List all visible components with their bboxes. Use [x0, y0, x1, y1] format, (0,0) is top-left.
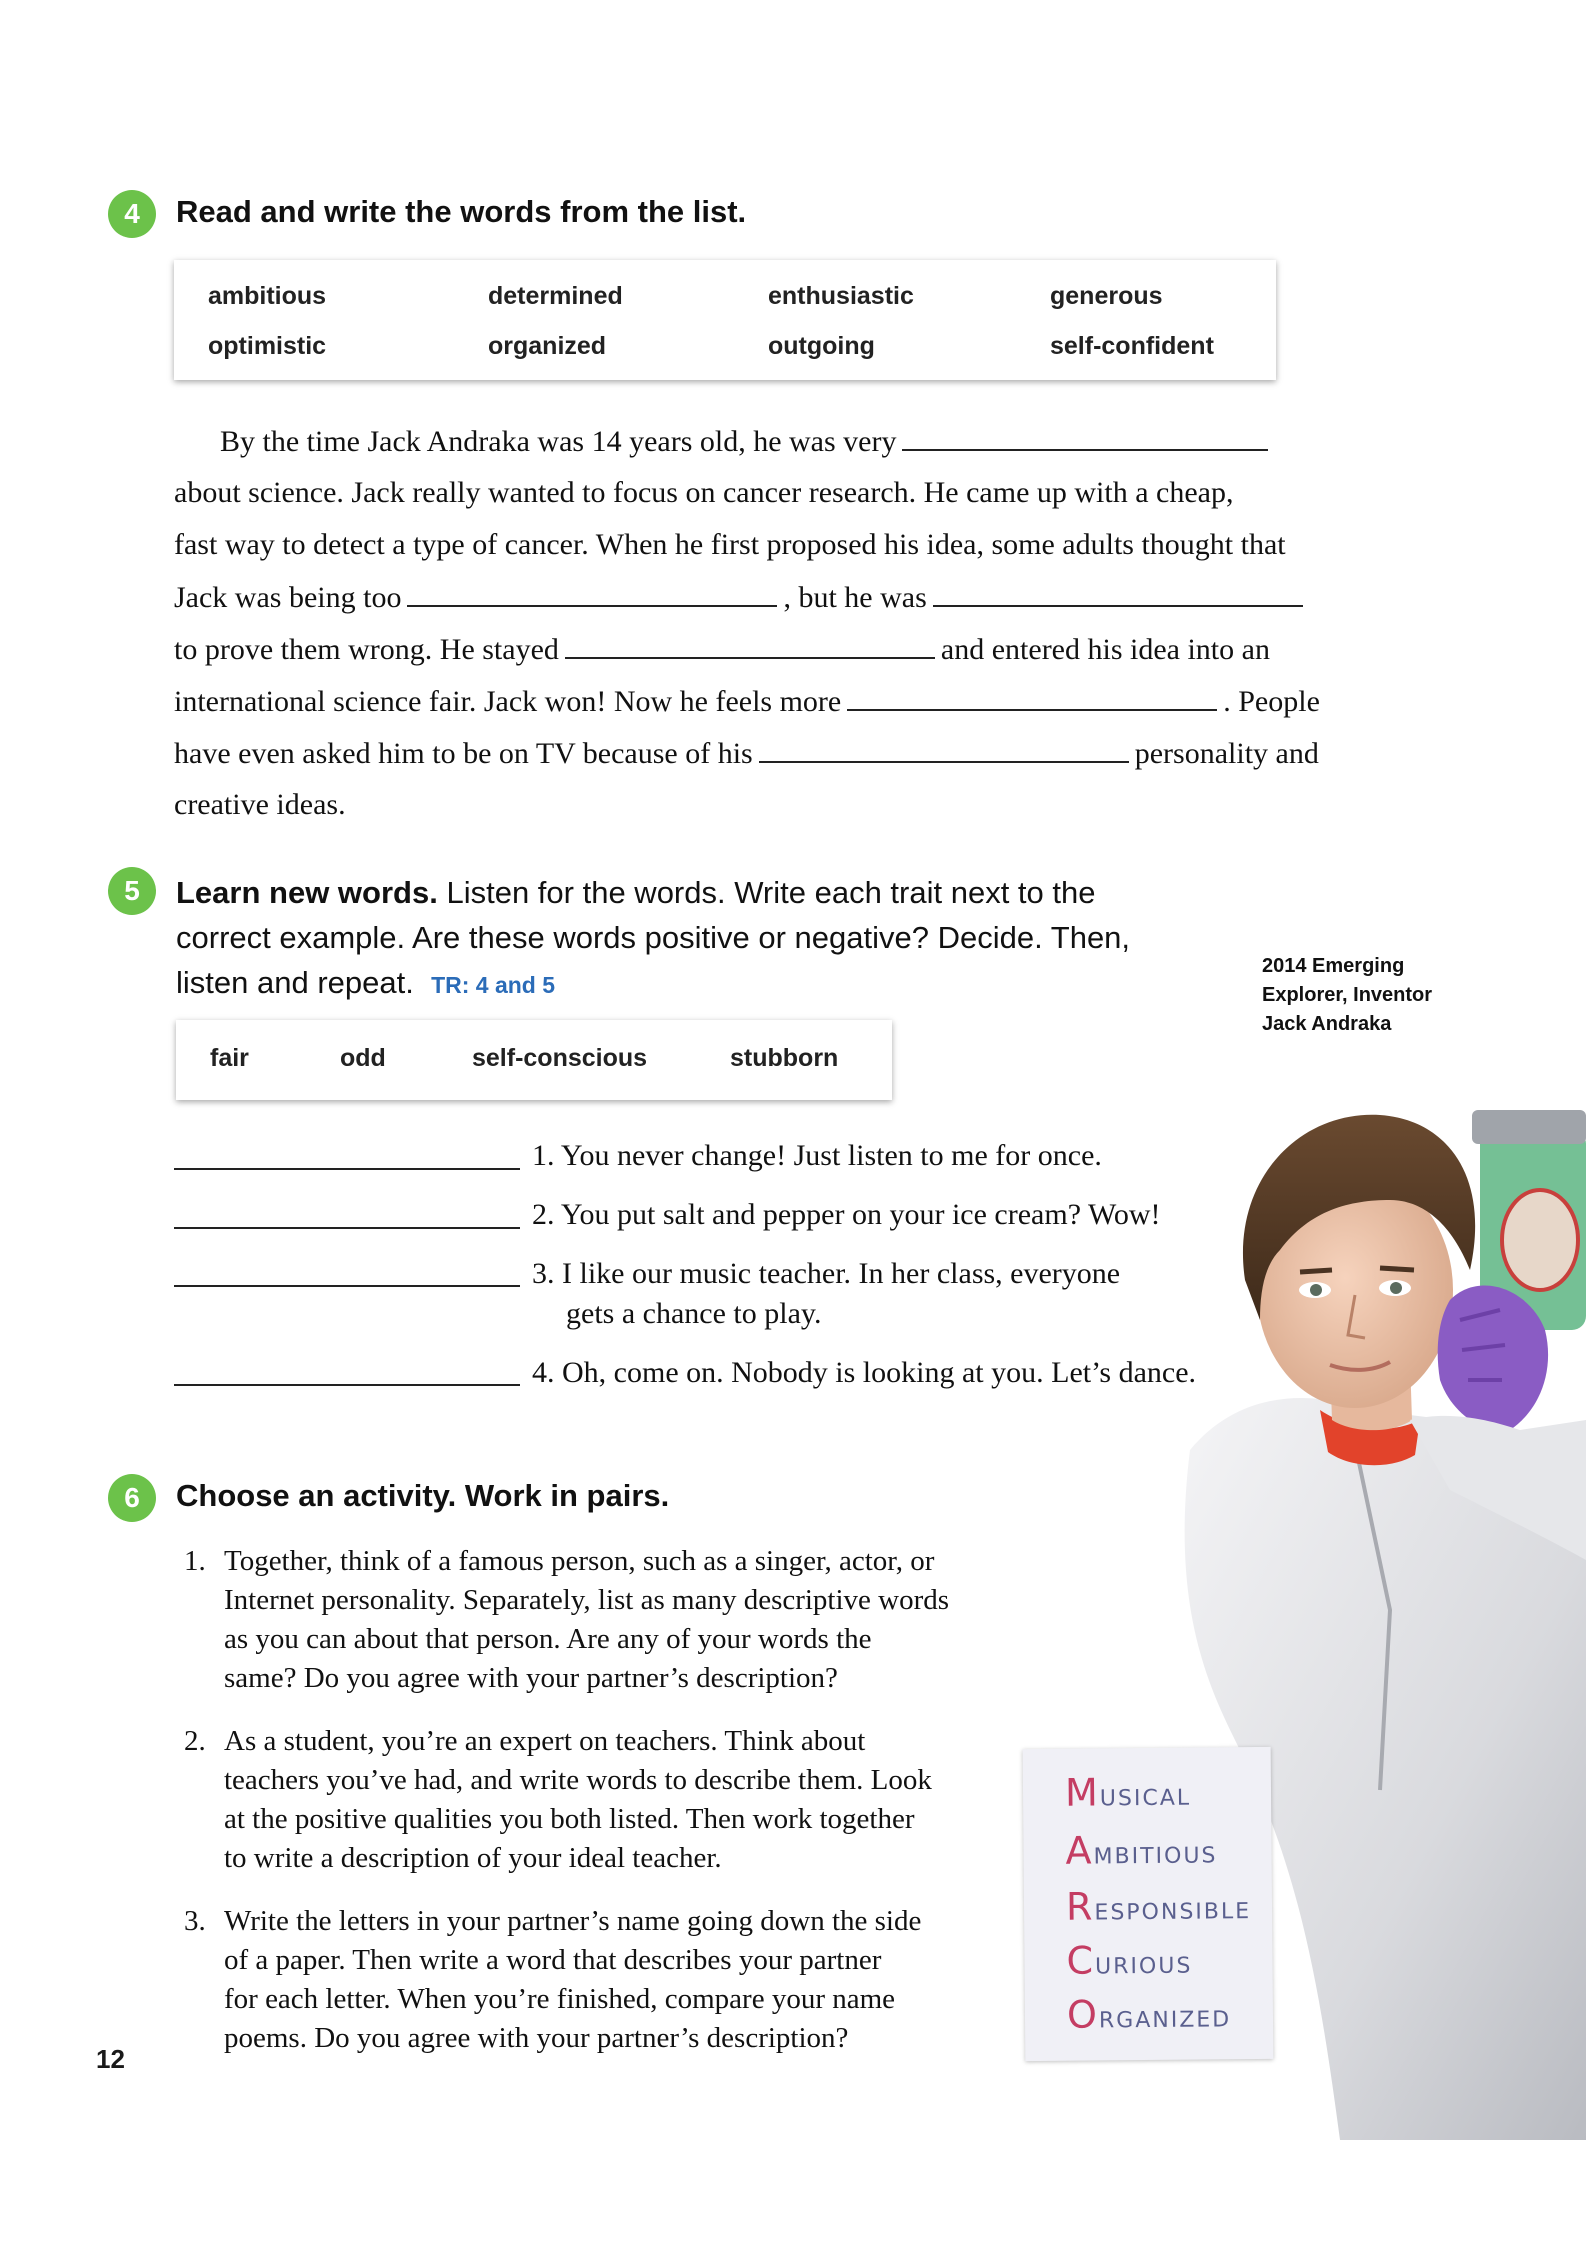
example-4: 4. Oh, come on. Nobody is looking at you. Let’s dance. — [532, 1356, 1197, 1389]
blank-3[interactable] — [933, 571, 1303, 607]
para-line-8: creative ideas. — [174, 788, 346, 821]
para-line-5b: and entered his idea into an — [940, 633, 1270, 666]
blank-6[interactable] — [759, 727, 1129, 763]
example-2: 2. You put salt and pepper on your ice cream? Wow! — [532, 1198, 1161, 1231]
section-5-badge: 5 — [108, 867, 156, 915]
poem-line-organized: ORGANIZED — [1066, 1992, 1232, 2037]
word-stubborn: stubborn — [730, 1044, 839, 1072]
word-self-confident: self-confident — [1050, 332, 1214, 360]
para-line-7b: personality and — [1134, 737, 1319, 770]
poem-line-musical: MUSICAL — [1064, 1770, 1192, 1815]
answer-line-2[interactable] — [174, 1227, 520, 1229]
para-line-5a: to prove them wrong. He stayed — [174, 633, 559, 666]
track-label[interactable]: TR: 4 and 5 — [431, 972, 556, 998]
para-line-2: about science. Jack really wanted to focus on cancer research. He came up with a cheap, — [174, 476, 1234, 509]
section-5-word-box — [176, 1020, 892, 1100]
word-ambitious: ambitious — [208, 282, 327, 310]
section-4-heading: Read and write the words from the list. — [176, 194, 747, 229]
blank-4[interactable] — [565, 623, 935, 659]
para-line-1: By the time Jack Andraka was 14 years old, he was very — [220, 425, 897, 458]
answer-line-3[interactable] — [174, 1285, 520, 1287]
name-poem-card — [1023, 1747, 1274, 2061]
word-self-conscious: self-conscious — [472, 1044, 648, 1072]
para-line-4a: Jack was being too — [174, 581, 402, 614]
para-line-3: fast way to detect a type of cancer. When he first proposed his idea, some adults thought that — [174, 528, 1286, 561]
answer-line-4[interactable] — [174, 1384, 520, 1386]
example-3: 3. I like our music teacher. In her class, everyone gets a chance to play. — [532, 1257, 1121, 1330]
answer-line-1[interactable] — [174, 1168, 520, 1170]
example-1: 1. You never change! Just listen to me for once. — [532, 1139, 1102, 1172]
section-4-word-box — [174, 260, 1276, 380]
activity-3: 3. Write the letters in your partner’s name going down the side of a paper. Then write a word that describes your partner for each letter. When you’re finished, compare your name poems. Do you agree with your partner’s description? — [184, 1905, 922, 2054]
word-fair: fair — [210, 1044, 249, 1072]
word-organized: organized — [488, 332, 607, 360]
word-optimistic: optimistic — [208, 332, 327, 360]
section-5-heading: Learn new words. Listen for the words. Write each trait next to the correct example. Are these words positive or negative? Decide. Then, listen and repeat. TR: 4 and 5 — [176, 875, 1131, 1000]
word-enthusiastic: enthusiastic — [768, 282, 914, 310]
blank-5[interactable] — [847, 675, 1217, 711]
section-4-badge: 4 — [108, 190, 156, 238]
section-4-paragraph — [174, 415, 1434, 835]
poem-line-responsible: RESPONSIBLE — [1065, 1884, 1252, 1929]
word-odd: odd — [340, 1044, 386, 1072]
blank-1[interactable] — [902, 415, 1268, 451]
activity-2: 2. As a student, you’re an expert on teachers. Think about teachers you’ve had, and write words to describe them. Look at the positive qualities you both listed. Then work together to write a description of your ideal teacher. — [184, 1725, 932, 1874]
poem-line-ambitious: AMBITIOUS — [1065, 1828, 1218, 1873]
section-6-heading: Choose an activity. Work in pairs. — [176, 1478, 670, 1513]
page-number: 12 — [96, 2044, 125, 2074]
photo-caption: 2014 Emerging Explorer, Inventor Jack Andraka — [1262, 955, 1433, 1035]
word-generous: generous — [1050, 282, 1163, 310]
word-outgoing: outgoing — [768, 332, 875, 360]
para-line-6a: international science fair. Jack won! Now he feels more — [174, 685, 842, 718]
blank-2[interactable] — [407, 571, 777, 607]
para-line-7a: have even asked him to be on TV because of his — [174, 737, 753, 770]
section-6-badge: 6 — [108, 1474, 156, 1522]
para-line-4b: , but he was — [783, 581, 927, 614]
poem-line-curious: CURIOUS — [1066, 1938, 1193, 1983]
para-line-6b: . People — [1223, 685, 1320, 718]
activity-1: 1. Together, think of a famous person, such as a singer, actor, or Internet personality. Separately, list as many descriptive words as you can about that person. Are any of your words the same? Do you agree with your partner’s description? — [184, 1545, 950, 1694]
word-determined: determined — [488, 282, 623, 310]
